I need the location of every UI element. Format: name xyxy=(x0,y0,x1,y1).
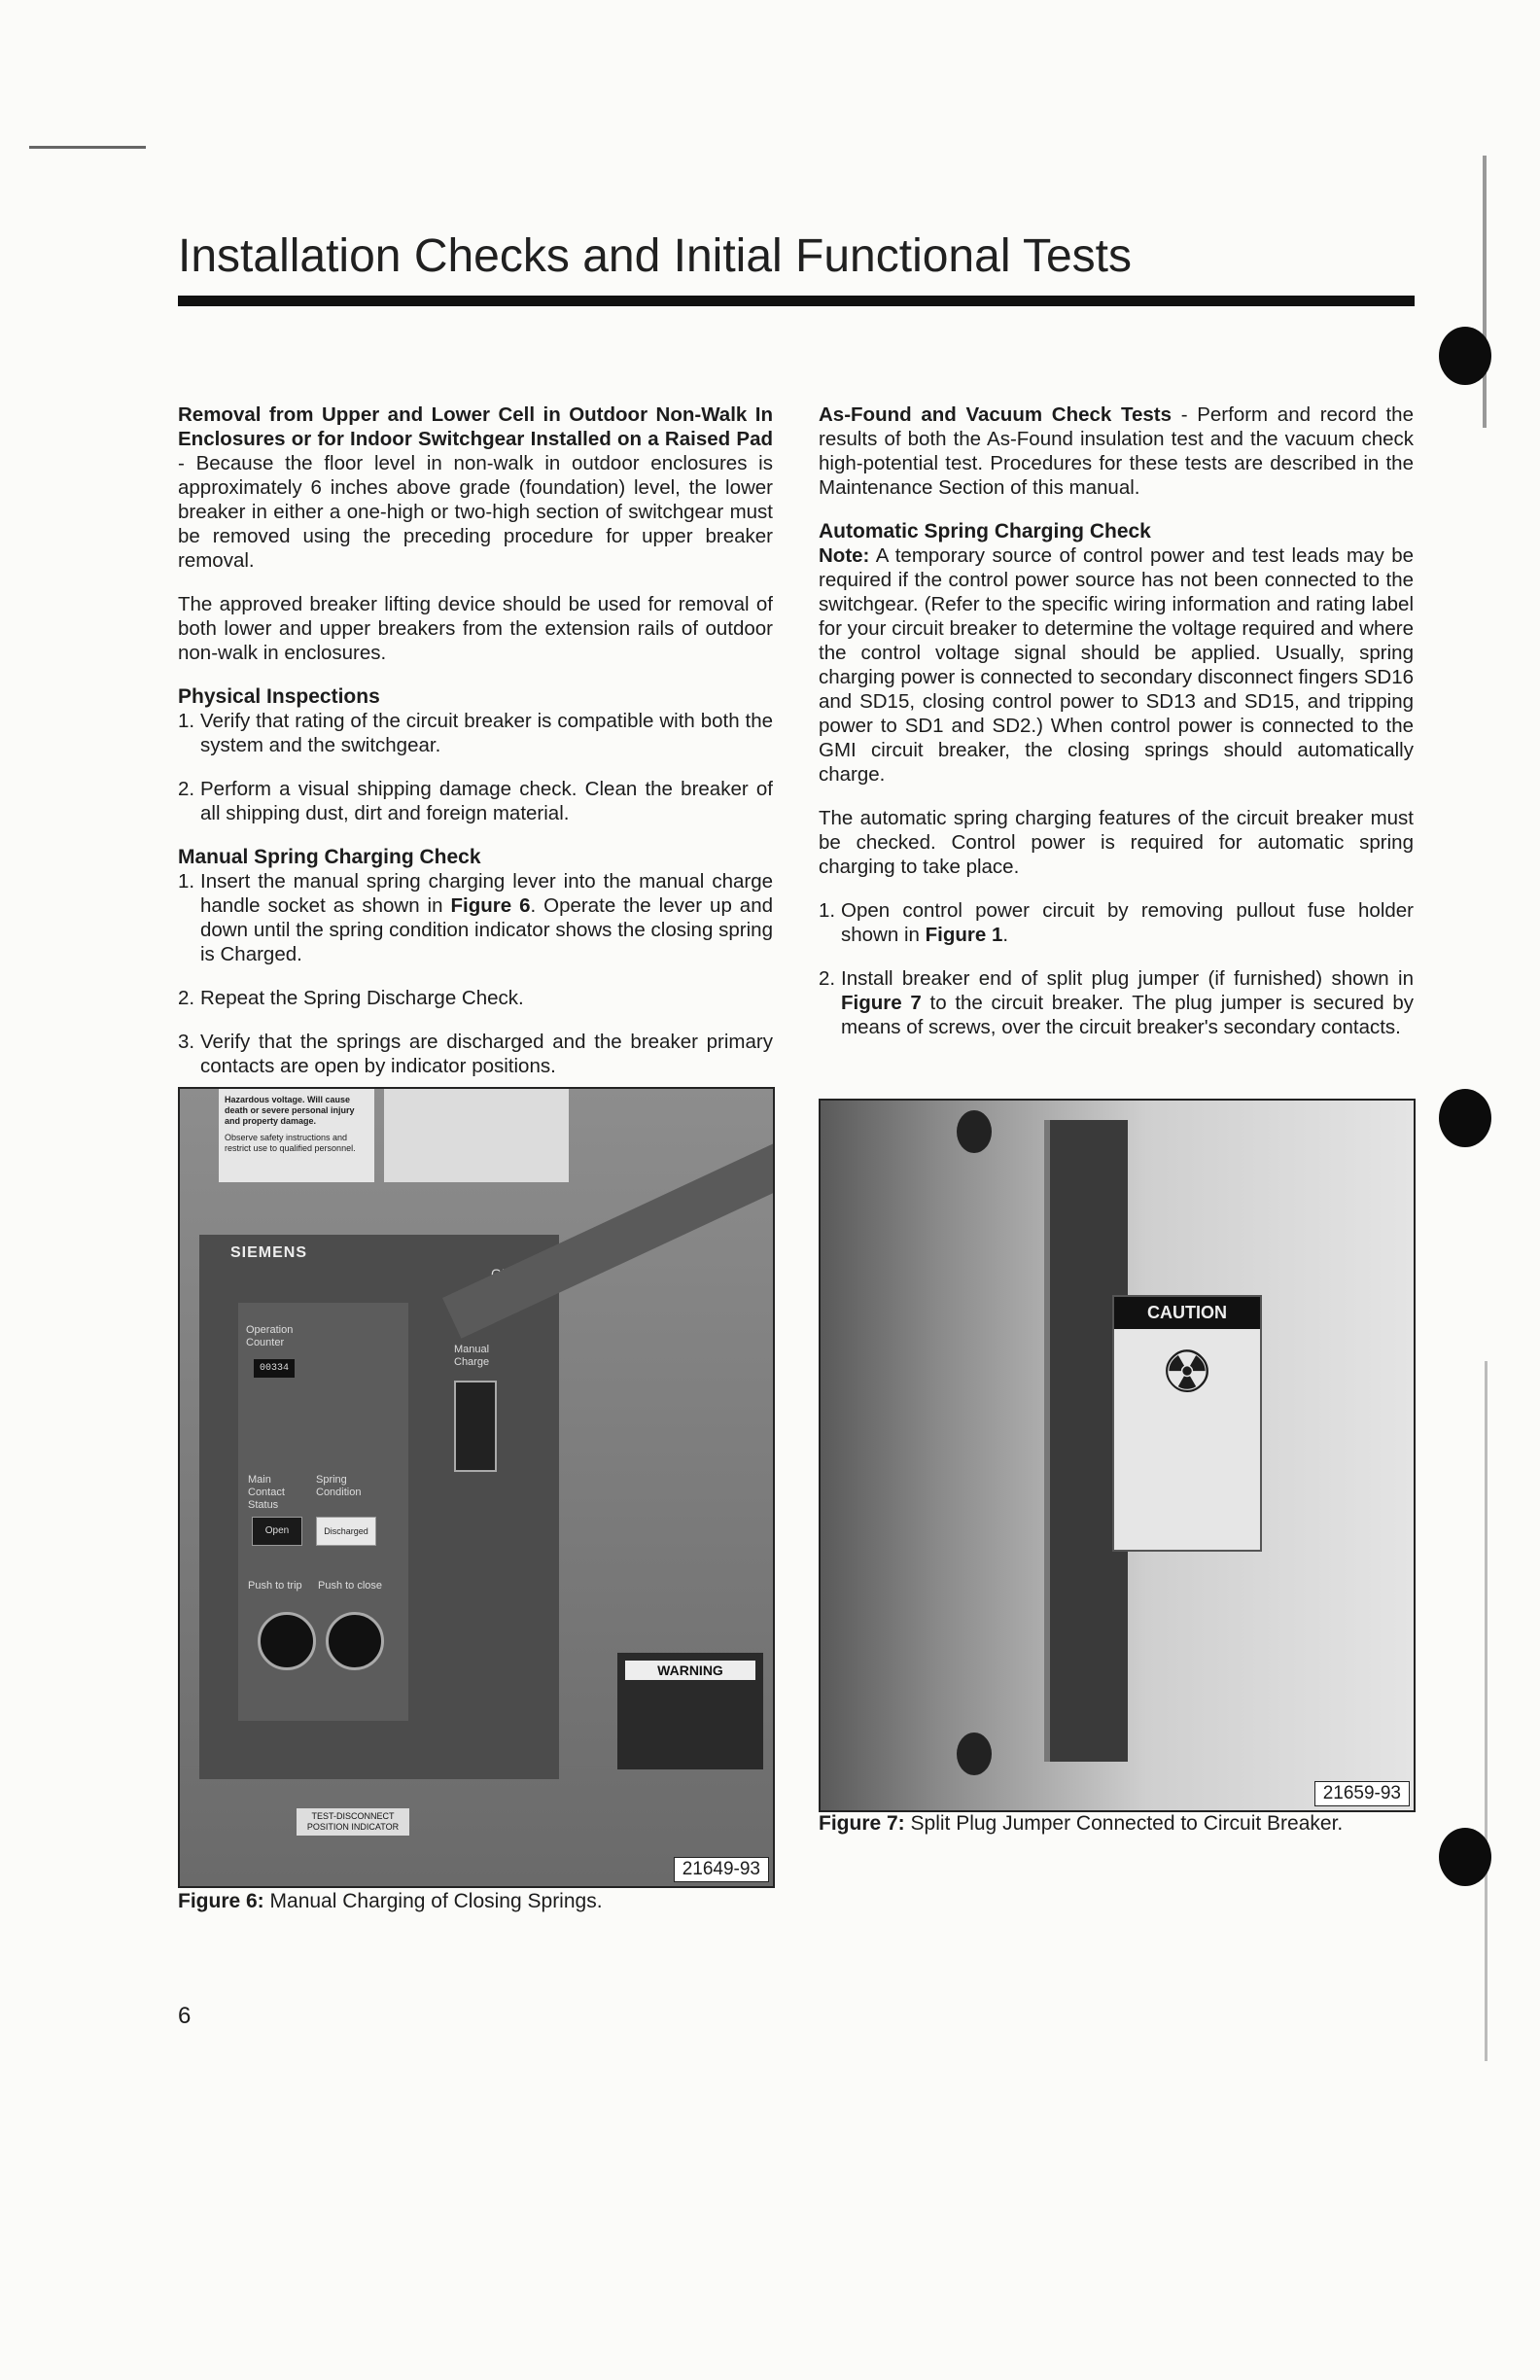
list-item-number: 1. xyxy=(178,870,195,892)
note-paragraph xyxy=(819,543,1414,787)
figure7-caption xyxy=(819,1812,1343,1836)
list-item-text: . Operate the lever up and down until the spring condition indicator shows the closing spring is Charged. xyxy=(200,894,774,965)
physical-inspections-list xyxy=(178,709,773,825)
spring-indicator: Discharged xyxy=(316,1517,376,1546)
binder-hole-1 xyxy=(1439,327,1491,385)
op-counter-label: Operation Counter xyxy=(246,1324,294,1348)
list-item-number: 2. xyxy=(178,778,195,800)
instruction-label xyxy=(384,1089,569,1182)
list-item-text: . xyxy=(1002,924,1009,946)
list-item xyxy=(819,966,1414,1039)
spring-condition-label: Spring Condition xyxy=(316,1474,362,1498)
jumper-screw-top xyxy=(957,1110,992,1153)
list-item-text: Repeat the Spring Discharge Check. xyxy=(200,987,524,1009)
brand-label: SIEMENS xyxy=(230,1244,308,1261)
list-item-text: Verify that rating of the circuit breaker is compatible with both the system and the switchgear. xyxy=(200,710,773,756)
main-contact-label: Main Contact Status xyxy=(248,1474,285,1511)
figure-reference: Figure 7 xyxy=(841,992,922,1014)
asfound-heading: As-Found and Vacuum Check Tests xyxy=(819,403,1172,426)
auto-spring-list xyxy=(819,898,1414,1039)
caution-title: CAUTION xyxy=(1114,1297,1260,1329)
manual-spring-list xyxy=(178,869,773,1078)
asfound-text: - Perform and record the results of both the As-Found insulation test and the vacuum check high-potential test. Procedures for these tests are described in the Maintenance Section of this manual. xyxy=(819,403,1414,499)
push-close-label: Push to close xyxy=(318,1580,383,1592)
auto-spring-heading: Automatic Spring Charging Check xyxy=(819,520,1151,542)
list-item-text: Install breaker end of split plug jumper (if furnished) shown in xyxy=(841,967,1414,990)
hazard-text: Hazardous voltage. Will cause death or severe personal injury and property damage. xyxy=(225,1095,355,1126)
push-trip-label: Push to trip xyxy=(248,1580,302,1592)
radiation-icon: ☢ xyxy=(1161,1340,1213,1405)
page-number: 6 xyxy=(178,2003,192,2029)
list-item-text: Verify that the springs are discharged and the breaker primary contacts are open by indicator positions. xyxy=(200,1031,773,1077)
page-title: Installation Checks and Initial Functional Tests xyxy=(178,230,1132,282)
hazard-label xyxy=(219,1089,374,1182)
list-item-number: 1. xyxy=(819,899,836,922)
op-counter-value: 00334 xyxy=(254,1359,295,1378)
warning-label xyxy=(617,1653,763,1769)
list-item-text: Perform a visual shipping damage check. Clean the breaker of all shipping dust, dirt and foreign material. xyxy=(200,778,773,824)
auto-paragraph: The automatic spring charging features of the circuit breaker must be checked. Control power is required for automatic spring charging to take place. xyxy=(819,807,1414,878)
list-item-text: Open control power circuit by removing pullout fuse holder shown in xyxy=(841,899,1414,946)
list-item xyxy=(819,898,1414,947)
asfound-paragraph xyxy=(819,402,1414,500)
caution-label xyxy=(1112,1295,1262,1552)
lifting-paragraph: The approved breaker lifting device should be used for removal of both lower and upper breakers from the extension rails of outdoor non-walk in enclosures. xyxy=(178,593,773,664)
manual-charge-socket xyxy=(454,1381,497,1472)
safety-text: Observe safety instructions and restrict use to qualified personnel. xyxy=(225,1133,356,1153)
figure-reference: Figure 1 xyxy=(925,924,1003,946)
figure7-caption-text: Split Plug Jumper Connected to Circuit Breaker. xyxy=(904,1812,1344,1835)
trip-button xyxy=(258,1612,316,1670)
list-item xyxy=(178,869,773,966)
list-item-number: 2. xyxy=(819,967,836,990)
title-rule xyxy=(178,296,1415,306)
figure6-caption xyxy=(178,1890,603,1913)
test-indicator-label: TEST-DISCONNECT POSITION INDICATOR xyxy=(297,1808,409,1836)
note-label: Note: xyxy=(819,544,870,567)
figure6-photo xyxy=(178,1087,775,1888)
list-item xyxy=(178,709,773,757)
removal-heading: Removal from Upper and Lower Cell in Outdoor Non-Walk In Enclosures or for Indoor Switchgear Installed on a Raised Pad xyxy=(178,403,773,450)
list-item-text: to the circuit breaker. The plug jumper is secured by means of screws, over the circuit breaker's secondary contacts. xyxy=(841,992,1414,1038)
binder-hole-3 xyxy=(1439,1828,1491,1886)
figure7-number: 21659-93 xyxy=(1314,1781,1410,1806)
removal-text: - Because the floor level in non-walk in outdoor enclosures is approximately 6 inches above grade (foundation) level, the lower breaker in either a one-high or two-high section of switchgear must be removed using the preceding procedure for upper breaker removal. xyxy=(178,452,773,572)
jumper-screw-bottom xyxy=(957,1732,992,1775)
list-item-number: 2. xyxy=(178,987,195,1009)
scan-right-edge-lower xyxy=(1485,1361,1488,2061)
figure-reference: Figure 6 xyxy=(450,894,531,917)
physical-inspections-heading: Physical Inspections xyxy=(178,685,380,708)
figure6-number: 21649-93 xyxy=(674,1857,769,1882)
figure6-caption-text: Manual Charging of Closing Springs. xyxy=(263,1890,603,1912)
list-item xyxy=(178,777,773,825)
manual-spring-heading: Manual Spring Charging Check xyxy=(178,846,481,868)
left-column xyxy=(178,402,773,1098)
list-item xyxy=(178,986,773,1010)
scan-right-edge xyxy=(1483,156,1487,428)
note-text: A temporary source of control power and test leads may be required if the control power source has not been connected to the switchgear. (Refer to the specific wiring information and rating label for your circuit breaker to determine the voltage required and where the control voltage signal should be applied. Usually, spring charging power is connected to secondary disconnect fingers SD16 and SD15, closing control power to SD13 and SD15, and tripping power to SD1 and SD2.) When control power is connected to the GMI circuit breaker, the closing springs should automatically charge. xyxy=(819,544,1414,786)
right-column xyxy=(819,402,1414,1059)
list-item xyxy=(178,1030,773,1078)
figure7-label: Figure 7: xyxy=(819,1812,905,1835)
figure6-label: Figure 6: xyxy=(178,1890,264,1912)
list-item-text: Insert the manual spring charging lever into the manual charge handle socket as shown in xyxy=(200,870,773,917)
close-button xyxy=(326,1612,384,1670)
figure7-photo xyxy=(819,1099,1416,1812)
binder-hole-2 xyxy=(1439,1089,1491,1147)
scan-top-edge xyxy=(29,146,146,149)
open-indicator: Open xyxy=(252,1517,302,1546)
removal-paragraph xyxy=(178,402,773,573)
list-item-number: 1. xyxy=(178,710,195,732)
warning-title: WARNING xyxy=(625,1661,755,1680)
list-item-number: 3. xyxy=(178,1031,195,1053)
manual-charge-label: Manual Charge xyxy=(454,1344,490,1368)
